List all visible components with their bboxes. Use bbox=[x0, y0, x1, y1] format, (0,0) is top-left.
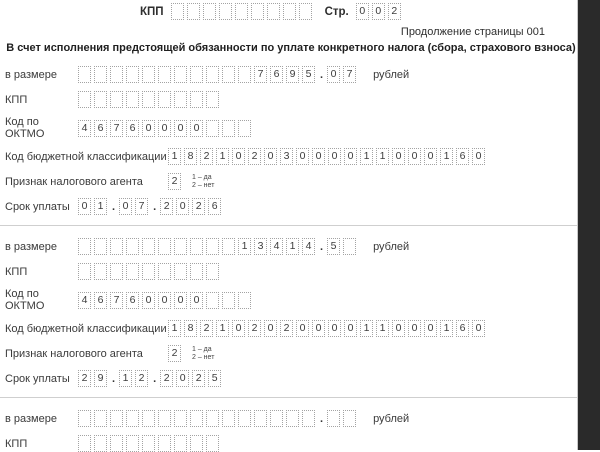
agent-row bbox=[5, 173, 577, 190]
digit-cell[interactable]: 0 bbox=[232, 320, 245, 337]
digit-cell[interactable] bbox=[222, 292, 235, 309]
digit-cell[interactable] bbox=[190, 238, 203, 255]
kpp-label: КПП bbox=[5, 437, 28, 450]
digit-cell[interactable]: 9 bbox=[286, 66, 299, 83]
due-month-cells bbox=[119, 198, 151, 215]
digit-cell[interactable] bbox=[174, 66, 187, 83]
digit-cell[interactable]: 2 bbox=[192, 198, 205, 215]
digit-cell[interactable] bbox=[94, 410, 107, 427]
digit-cell[interactable]: 0 bbox=[264, 148, 277, 165]
rubles-label: рублей bbox=[373, 412, 410, 425]
digit-cell[interactable]: 0 bbox=[408, 320, 421, 337]
digit-cell[interactable] bbox=[206, 292, 219, 309]
digit-cell[interactable]: 6 bbox=[456, 148, 469, 165]
digit-cell[interactable]: 5 bbox=[302, 66, 315, 83]
digit-cell[interactable]: 0 bbox=[344, 320, 357, 337]
digit-cell[interactable] bbox=[206, 263, 219, 280]
kpp-row bbox=[5, 263, 577, 280]
digit-cell[interactable] bbox=[238, 66, 251, 83]
digit-cell[interactable]: 8 bbox=[184, 320, 197, 337]
amount-int-cells bbox=[78, 410, 318, 427]
digit-cell[interactable] bbox=[78, 435, 91, 452]
digit-cell[interactable]: 6 bbox=[456, 320, 469, 337]
rubles-label: рублей bbox=[373, 240, 410, 253]
agent-legend-no: 2 – нет bbox=[192, 181, 215, 189]
agent-row bbox=[5, 345, 577, 362]
digit-cell[interactable]: 0 bbox=[328, 320, 341, 337]
digit-cell[interactable] bbox=[171, 3, 184, 20]
digit-cell[interactable]: 2 bbox=[168, 173, 181, 190]
digit-cell[interactable]: 0 bbox=[158, 292, 171, 309]
section-title: В счет исполнения предстоящей обязанности по уплате конкретного налога (сбора, страхового взноса) bbox=[6, 42, 576, 54]
digit-cell[interactable] bbox=[126, 91, 139, 108]
digit-cell[interactable] bbox=[94, 263, 107, 280]
section-divider bbox=[0, 397, 577, 398]
page-number-cells bbox=[356, 3, 404, 20]
digit-cell[interactable] bbox=[78, 238, 91, 255]
kbk-cells bbox=[168, 148, 488, 165]
digit-cell[interactable]: 1 bbox=[376, 320, 389, 337]
digit-cell[interactable] bbox=[238, 292, 251, 309]
digit-cell[interactable]: 2 bbox=[78, 370, 91, 387]
digit-cell[interactable] bbox=[126, 66, 139, 83]
date-separator: . bbox=[153, 372, 157, 385]
amount-frac-cells bbox=[327, 238, 359, 255]
digit-cell[interactable] bbox=[206, 410, 219, 427]
digit-cell[interactable]: 0 bbox=[312, 320, 325, 337]
kpp-cells bbox=[78, 91, 222, 108]
digit-cell[interactable] bbox=[142, 435, 155, 452]
page-number-label: Стр. bbox=[324, 5, 349, 18]
digit-cell[interactable]: 4 bbox=[270, 238, 283, 255]
amount-row bbox=[5, 410, 577, 427]
digit-cell[interactable]: 1 bbox=[440, 148, 453, 165]
digit-cell[interactable] bbox=[235, 3, 248, 20]
kpp-cells bbox=[78, 263, 222, 280]
agent-legend bbox=[192, 346, 214, 362]
agent-cell bbox=[168, 173, 184, 190]
digit-cell[interactable] bbox=[110, 66, 123, 83]
digit-cell[interactable]: 7 bbox=[343, 66, 356, 83]
agent-label: Признак налогового агента bbox=[5, 347, 143, 360]
due-day-cells bbox=[78, 198, 110, 215]
rubles-label: рублей bbox=[373, 68, 410, 81]
due-date-row bbox=[5, 370, 577, 387]
date-separator: . bbox=[153, 200, 157, 213]
due-month-cells bbox=[119, 370, 151, 387]
continuation-label: Продолжение страницы 001 bbox=[400, 26, 545, 38]
digit-cell[interactable]: 0 bbox=[312, 148, 325, 165]
amount-row bbox=[5, 238, 577, 255]
digit-cell[interactable]: 1 bbox=[216, 148, 229, 165]
top-kpp-cells bbox=[171, 3, 315, 20]
digit-cell[interactable] bbox=[94, 66, 107, 83]
digit-cell[interactable] bbox=[142, 238, 155, 255]
digit-cell[interactable] bbox=[222, 66, 235, 83]
digit-cell[interactable] bbox=[94, 435, 107, 452]
section-divider bbox=[0, 225, 577, 226]
kbk-cells bbox=[168, 320, 488, 337]
digit-cell[interactable]: 6 bbox=[270, 66, 283, 83]
digit-cell[interactable] bbox=[251, 3, 264, 20]
due-date-label: Срок уплаты bbox=[5, 372, 70, 385]
digit-cell[interactable]: 0 bbox=[176, 370, 189, 387]
digit-cell[interactable]: 1 bbox=[376, 148, 389, 165]
digit-cell[interactable]: 0 bbox=[392, 320, 405, 337]
digit-cell[interactable] bbox=[206, 435, 219, 452]
digit-cell[interactable] bbox=[174, 238, 187, 255]
digit-cell[interactable]: 2 bbox=[200, 148, 213, 165]
payment-section-3 bbox=[5, 410, 577, 452]
digit-cell[interactable]: 1 bbox=[286, 238, 299, 255]
digit-cell[interactable] bbox=[206, 238, 219, 255]
digit-cell[interactable]: 2 bbox=[135, 370, 148, 387]
agent-cell bbox=[168, 345, 184, 362]
digit-cell[interactable] bbox=[158, 66, 171, 83]
digit-cell[interactable] bbox=[174, 435, 187, 452]
digit-cell[interactable] bbox=[190, 435, 203, 452]
amount-int-cells bbox=[78, 66, 318, 83]
digit-cell[interactable]: 4 bbox=[302, 238, 315, 255]
digit-cell[interactable]: 6 bbox=[94, 120, 107, 137]
digit-cell[interactable]: 0 bbox=[424, 320, 437, 337]
digit-cell[interactable] bbox=[190, 410, 203, 427]
due-year-cells bbox=[160, 198, 224, 215]
digit-cell[interactable] bbox=[158, 435, 171, 452]
digit-cell[interactable]: 1 bbox=[119, 370, 132, 387]
kbk-row bbox=[5, 148, 577, 165]
digit-cell[interactable]: 0 bbox=[174, 120, 187, 137]
digit-cell[interactable]: 1 bbox=[168, 320, 181, 337]
digit-cell[interactable] bbox=[222, 238, 235, 255]
digit-cell[interactable] bbox=[110, 263, 123, 280]
digit-cell[interactable]: 0 bbox=[327, 66, 340, 83]
digit-cell[interactable] bbox=[174, 410, 187, 427]
digit-cell[interactable]: 0 bbox=[264, 320, 277, 337]
amount-label: в размере bbox=[5, 68, 57, 81]
digit-cell[interactable]: 0 bbox=[174, 292, 187, 309]
digit-cell[interactable]: 3 bbox=[254, 238, 267, 255]
digit-cell[interactable] bbox=[190, 91, 203, 108]
amount-label: в размере bbox=[5, 412, 57, 425]
digit-cell[interactable] bbox=[222, 120, 235, 137]
oktmo-cells bbox=[78, 120, 254, 137]
digit-cell[interactable] bbox=[158, 410, 171, 427]
digit-cell[interactable]: 0 bbox=[408, 148, 421, 165]
digit-cell[interactable]: 6 bbox=[94, 292, 107, 309]
digit-cell[interactable]: 0 bbox=[372, 3, 385, 20]
digit-cell[interactable]: 2 bbox=[280, 320, 293, 337]
digit-cell[interactable]: 6 bbox=[208, 198, 221, 215]
digit-cell[interactable]: 8 bbox=[184, 148, 197, 165]
digit-cell[interactable] bbox=[190, 66, 203, 83]
oktmo-cells bbox=[78, 292, 254, 309]
digit-cell[interactable]: 1 bbox=[440, 320, 453, 337]
agent-legend-yes: 1 – да bbox=[192, 345, 212, 353]
digit-cell[interactable]: 2 bbox=[160, 198, 173, 215]
digit-cell[interactable]: 0 bbox=[328, 148, 341, 165]
digit-cell[interactable] bbox=[78, 91, 91, 108]
digit-cell[interactable] bbox=[203, 3, 216, 20]
digit-cell[interactable]: 0 bbox=[190, 120, 203, 137]
digit-cell[interactable] bbox=[78, 263, 91, 280]
oktmo-row bbox=[5, 288, 577, 312]
digit-cell[interactable] bbox=[126, 238, 139, 255]
digit-cell[interactable] bbox=[158, 263, 171, 280]
digit-cell[interactable] bbox=[190, 263, 203, 280]
digit-cell[interactable] bbox=[158, 91, 171, 108]
kpp-label: КПП bbox=[5, 265, 28, 278]
amount-label: в размере bbox=[5, 240, 57, 253]
digit-cell[interactable]: 0 bbox=[78, 198, 91, 215]
payment-section-2 bbox=[5, 238, 577, 387]
digit-cell[interactable]: 7 bbox=[254, 66, 267, 83]
digit-cell[interactable] bbox=[270, 410, 283, 427]
digit-cell[interactable] bbox=[302, 410, 315, 427]
oktmo-label: Код по ОКТМО bbox=[5, 116, 45, 140]
digit-cell[interactable] bbox=[238, 120, 251, 137]
payment-section-1 bbox=[5, 66, 577, 215]
digit-cell[interactable]: 0 bbox=[296, 148, 309, 165]
digit-cell[interactable] bbox=[110, 238, 123, 255]
oktmo-label: Код по ОКТМО bbox=[5, 288, 45, 312]
kpp-row bbox=[5, 435, 577, 452]
digit-cell[interactable] bbox=[206, 91, 219, 108]
digit-cell[interactable]: 4 bbox=[78, 120, 91, 137]
kpp-label: КПП bbox=[5, 93, 28, 106]
digit-cell[interactable]: 2 bbox=[200, 320, 213, 337]
digit-cell[interactable]: 2 bbox=[192, 370, 205, 387]
digit-cell[interactable]: 0 bbox=[119, 198, 132, 215]
top-kpp-label: КПП bbox=[140, 5, 164, 18]
digit-cell[interactable]: 1 bbox=[360, 320, 373, 337]
kpp-row bbox=[5, 91, 577, 108]
agent-legend bbox=[192, 174, 214, 190]
digit-cell[interactable]: 0 bbox=[344, 148, 357, 165]
kbk-row bbox=[5, 320, 577, 337]
digit-cell[interactable] bbox=[343, 410, 356, 427]
due-day-cells bbox=[78, 370, 110, 387]
digit-cell[interactable] bbox=[219, 3, 232, 20]
digit-cell[interactable] bbox=[110, 435, 123, 452]
decimal-separator: . bbox=[320, 68, 324, 81]
agent-legend-yes: 1 – да bbox=[192, 173, 212, 181]
date-separator: . bbox=[112, 200, 116, 213]
digit-cell[interactable] bbox=[126, 435, 139, 452]
digit-cell[interactable]: 0 bbox=[424, 148, 437, 165]
digit-cell[interactable] bbox=[158, 238, 171, 255]
due-date-label: Срок уплаты bbox=[5, 200, 70, 213]
digit-cell[interactable] bbox=[187, 3, 200, 20]
kbk-label: Код бюджетной классификации bbox=[5, 150, 167, 163]
digit-cell[interactable]: 0 bbox=[232, 148, 245, 165]
digit-cell[interactable] bbox=[254, 410, 267, 427]
digit-cell[interactable]: 6 bbox=[126, 292, 139, 309]
digit-cell[interactable] bbox=[174, 91, 187, 108]
digit-cell[interactable]: 2 bbox=[168, 345, 181, 362]
digit-cell[interactable]: 7 bbox=[110, 292, 123, 309]
digit-cell[interactable] bbox=[142, 66, 155, 83]
digit-cell[interactable] bbox=[267, 3, 280, 20]
due-date-row bbox=[5, 198, 577, 215]
digit-cell[interactable] bbox=[142, 263, 155, 280]
digit-cell[interactable] bbox=[78, 410, 91, 427]
digit-cell[interactable]: 1 bbox=[360, 148, 373, 165]
digit-cell[interactable]: 5 bbox=[327, 238, 340, 255]
digit-cell[interactable]: 7 bbox=[110, 120, 123, 137]
digit-cell[interactable] bbox=[142, 410, 155, 427]
amount-row bbox=[5, 66, 577, 83]
due-year-cells bbox=[160, 370, 224, 387]
digit-cell[interactable]: 0 bbox=[176, 198, 189, 215]
digit-cell[interactable]: 1 bbox=[168, 148, 181, 165]
digit-cell[interactable]: 2 bbox=[248, 320, 261, 337]
digit-cell[interactable] bbox=[110, 410, 123, 427]
digit-cell[interactable] bbox=[78, 66, 91, 83]
digit-cell[interactable] bbox=[126, 263, 139, 280]
digit-cell[interactable]: 1 bbox=[94, 198, 107, 215]
digit-cell[interactable]: 2 bbox=[248, 148, 261, 165]
digit-cell[interactable] bbox=[238, 410, 251, 427]
digit-cell[interactable]: 3 bbox=[280, 148, 293, 165]
digit-cell[interactable]: 0 bbox=[356, 3, 369, 20]
digit-cell[interactable]: 1 bbox=[238, 238, 251, 255]
digit-cell[interactable] bbox=[299, 3, 312, 20]
agent-label: Признак налогового агента bbox=[5, 175, 143, 188]
digit-cell[interactable]: 0 bbox=[142, 292, 155, 309]
decimal-separator: . bbox=[320, 412, 324, 425]
digit-cell[interactable] bbox=[283, 3, 296, 20]
kbk-label: Код бюджетной классификации bbox=[5, 322, 167, 335]
agent-legend-no: 2 – нет bbox=[192, 353, 215, 361]
digit-cell[interactable]: 0 bbox=[142, 120, 155, 137]
decimal-separator: . bbox=[320, 240, 324, 253]
digit-cell[interactable]: 4 bbox=[78, 292, 91, 309]
digit-cell[interactable] bbox=[327, 410, 340, 427]
digit-cell[interactable]: 1 bbox=[216, 320, 229, 337]
digit-cell[interactable] bbox=[286, 410, 299, 427]
digit-cell[interactable] bbox=[126, 410, 139, 427]
digit-cell[interactable]: 9 bbox=[94, 370, 107, 387]
digit-cell[interactable]: 0 bbox=[296, 320, 309, 337]
digit-cell[interactable] bbox=[142, 91, 155, 108]
digit-cell[interactable]: 7 bbox=[135, 198, 148, 215]
digit-cell[interactable] bbox=[222, 410, 235, 427]
digit-cell[interactable]: 0 bbox=[158, 120, 171, 137]
digit-cell[interactable]: 2 bbox=[160, 370, 173, 387]
digit-cell[interactable]: 6 bbox=[126, 120, 139, 137]
top-kpp-row bbox=[140, 3, 577, 20]
digit-cell[interactable]: 0 bbox=[472, 320, 485, 337]
digit-cell[interactable]: 0 bbox=[392, 148, 405, 165]
digit-cell[interactable] bbox=[94, 238, 107, 255]
amount-frac-cells bbox=[327, 410, 359, 427]
digit-cell[interactable] bbox=[110, 91, 123, 108]
viewer-background-strip bbox=[577, 0, 600, 450]
digit-cell[interactable] bbox=[94, 91, 107, 108]
digit-cell[interactable]: 2 bbox=[388, 3, 401, 20]
kpp-cells bbox=[78, 435, 222, 452]
oktmo-row bbox=[5, 116, 577, 140]
digit-cell[interactable] bbox=[343, 238, 356, 255]
digit-cell[interactable]: 0 bbox=[190, 292, 203, 309]
digit-cell[interactable] bbox=[206, 120, 219, 137]
digit-cell[interactable]: 0 bbox=[472, 148, 485, 165]
digit-cell[interactable]: 5 bbox=[208, 370, 221, 387]
digit-cell[interactable] bbox=[206, 66, 219, 83]
date-separator: . bbox=[112, 372, 116, 385]
amount-int-cells bbox=[78, 238, 318, 255]
amount-frac-cells bbox=[327, 66, 359, 83]
digit-cell[interactable] bbox=[174, 263, 187, 280]
